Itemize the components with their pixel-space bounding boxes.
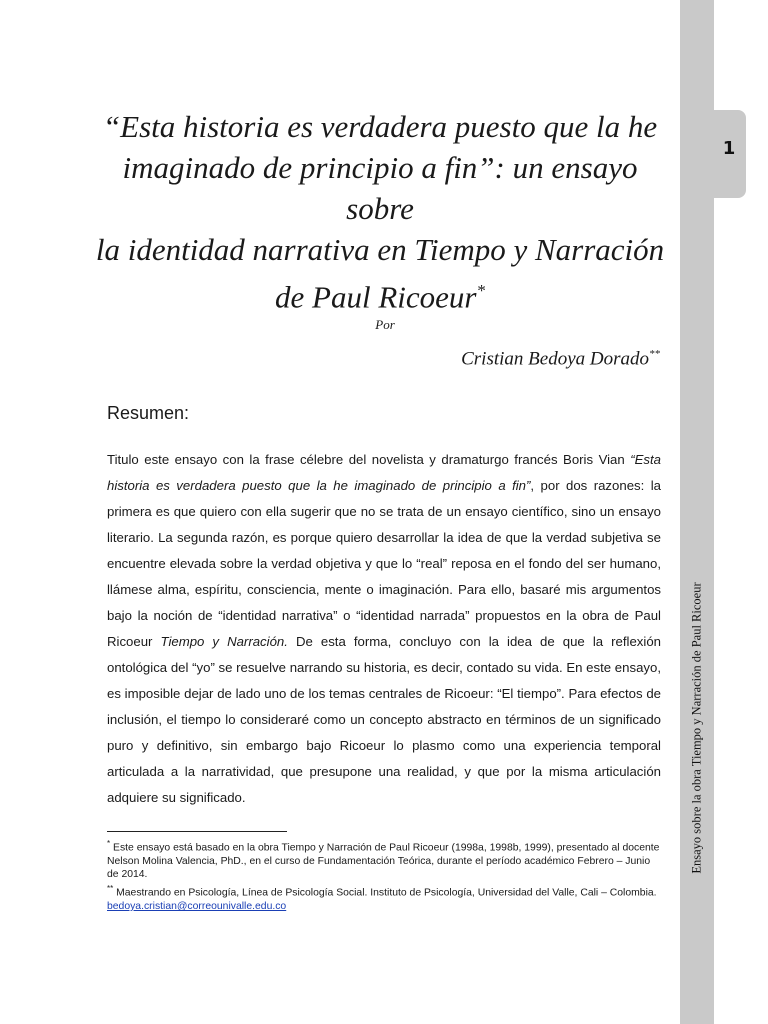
author-name bbox=[461, 348, 660, 370]
footnotes bbox=[107, 837, 663, 913]
title-footnote-marker: * bbox=[476, 281, 485, 300]
title-line-1: “Esta historia es verdadera puesto que la he bbox=[102, 109, 658, 144]
byline-label: Por bbox=[375, 317, 395, 332]
article-title bbox=[95, 106, 665, 317]
title-line-4: de Paul Ricoeur bbox=[275, 279, 477, 315]
abstract-quote: “Esta historia es verdadera puesto que la he imaginado de principio a fin” bbox=[107, 452, 661, 493]
footnote-1-text: Este ensayo está basado en la obra Tiempo y Narración de Paul Ricoeur (1998a, 1998b, 1999), presentado al docente Nelson Molina Valencia, PhD., en el curso de Fundamentación Teórica, durante el período académico Febrero – Junio de 2014. bbox=[107, 842, 660, 881]
footnote-1-marker: * bbox=[107, 839, 111, 848]
author-name-text: Cristian Bedoya Dorado bbox=[461, 348, 649, 370]
abstract-heading: Resumen: bbox=[107, 403, 190, 423]
abstract-text-3: De esta forma, concluyo con la idea de que la reflexión ontológica del “yo” se resuelve narrando su historia, es decir, contado su vida. En este ensayo, es imposible dejar de lado uno de los temas centrales de Ricoeur: “El tiempo”. Para efectos de inclusión, el tiempo lo consideraré como un concepto abstracto en términos de un significado puro y definitivo, sin embargo bajo Ricoeur lo plasmo como una experiencia temporal articulada a la narratividad, que presupone una realidad, y que por la misma articulación adquiere su significado. bbox=[107, 634, 661, 805]
footnote-2-marker: ** bbox=[107, 883, 114, 893]
footnote-2 bbox=[107, 882, 663, 913]
author-footnote-marker: ** bbox=[649, 348, 660, 360]
author-email-link[interactable]: bedoya.cristian@correounivalle.edu.co bbox=[107, 900, 287, 912]
footnote-2-text: Maestrando en Psicología, Línea de Psicología Social. Instituto de Psicología, Universidad del Valle, Cali – Colombia. bbox=[113, 887, 657, 899]
footnote-separator bbox=[107, 831, 287, 832]
footnote-1 bbox=[107, 837, 663, 882]
abstract-text-1: Titulo este ensayo con la frase célebre del novelista y dramaturgo francés Boris Vian bbox=[107, 452, 631, 467]
abstract-text-2: , por dos razones: la primera es que quiero con ella sugerir que no se trata de un ensayo científico, sino un ensayo literario. La segunda razón, es porque quiero desarrollar la idea de que la verdad subjetiva se encuentre elevada sobre la verdad objetiva y que lo “real” reposa en el fondo del ser humano, llámese alma, espíritu, consciencia, mente o imaginación. Para ello, basaré mis argumentos bajo la noción de “identidad narrativa” o “identidad narrada” propuestos en la obra de Paul Ricoeur bbox=[107, 478, 661, 649]
page-number: 1 bbox=[722, 138, 736, 159]
abstract-work-title: Tiempo y Narración. bbox=[160, 634, 288, 649]
title-line-2: imaginado de principio a fin”: un ensayo sobre bbox=[122, 150, 638, 226]
title-line-3: la identidad narrativa en Tiempo y Narración bbox=[95, 232, 665, 267]
running-head-vertical: Ensayo sobre la obra Tiempo y Narración de Paul Ricoeur bbox=[689, 582, 704, 874]
abstract-paragraph bbox=[107, 447, 661, 811]
